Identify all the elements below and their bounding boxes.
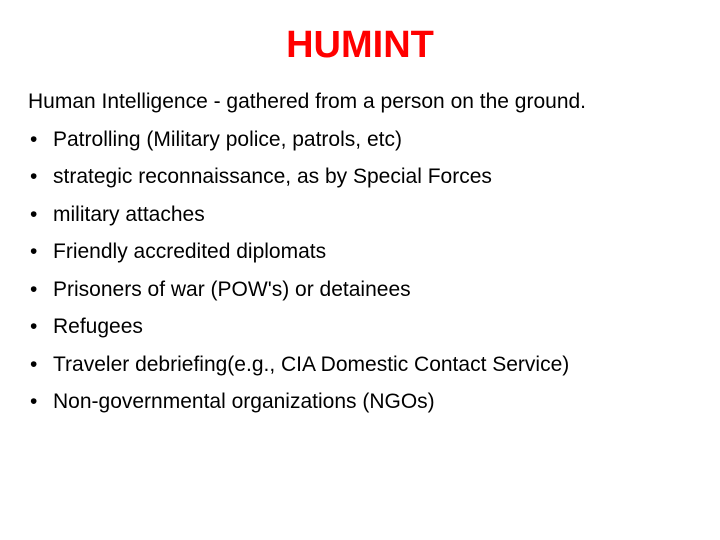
bullet-icon: • [30, 390, 38, 413]
bullet-text: Patrolling (Military police, patrols, etc) [53, 127, 402, 151]
bullet-icon: • [30, 165, 38, 188]
bullet-item-strategic-reconnaissance [28, 158, 698, 196]
bullet-item-military-attaches [28, 196, 698, 234]
bullet-text: strategic reconnaissance, as by Special Forces [53, 165, 492, 188]
bullet-text: Friendly accredited diplomats [53, 240, 327, 263]
bullet-icon: • [30, 352, 38, 376]
slide-body [28, 83, 698, 421]
bullet-text: Refugees [53, 315, 143, 338]
bullet-text: Non-governmental organizations (NGOs) [53, 390, 435, 413]
bullet-item-traveler-debriefing [28, 346, 698, 384]
bullet-icon: • [30, 240, 38, 263]
bullet-item-ngos [28, 383, 698, 421]
intro-text: Human Intelligence - gathered from a person on the ground. [28, 90, 587, 113]
bullet-text: Traveler debriefing(e.g., CIA Domestic Contact Service) [53, 352, 570, 376]
bullet-icon: • [30, 277, 38, 301]
bullet-icon: • [30, 202, 38, 226]
slide-title: HUMINT [286, 24, 434, 66]
bullet-icon: • [30, 127, 38, 151]
bullet-list [28, 121, 698, 421]
bullet-item-diplomats [28, 233, 698, 271]
bullet-text: military attaches [53, 202, 205, 226]
bullet-item-patrolling [28, 121, 698, 159]
bullet-icon: • [30, 315, 38, 338]
bullet-item-prisoners-of-war [28, 271, 698, 309]
bullet-item-refugees [28, 308, 698, 346]
bullet-text: Prisoners of war (POW's) or detainees [53, 277, 411, 301]
